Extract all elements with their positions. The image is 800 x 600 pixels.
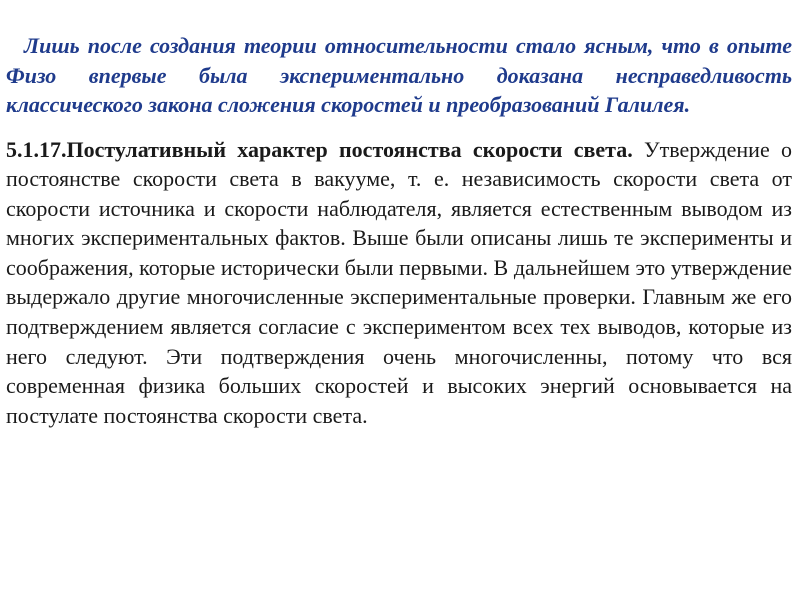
section-paragraph xyxy=(6,135,792,431)
section-title: Постулативный характер постоянства скорости света. xyxy=(66,136,633,162)
section-heading xyxy=(6,137,633,162)
intro-paragraph: Лишь после создания теории относительности стало ясным, что в опыте Физо впервые была экспериментально доказана несправедливость классического закона сложения скоростей и преобразований Галилея. xyxy=(6,33,792,117)
section-number: 5.1.17. xyxy=(6,136,67,162)
section-body: Утверждение о постоянстве скорости света в вакууме, т. е. независимость скорости света от скорости источника и скорости наблюдателя, является естественным выводом из многих экспериментальных фактов. Выше были описаны лишь те эксперименты и соображения, которые исторически были первыми. В дальнейшем это утверждение выдержало другие многочисленные экспериментальные проверки. Главным же его подтверждением является согласие с экспериментом всех тех выводов, которые из него следуют. Эти подтверждения очень многочисленны, потому что вся современная физика больших скоростей и высоких энергий основывается на постулате постоянства скорости света. xyxy=(6,136,792,428)
document-page xyxy=(6,31,792,430)
